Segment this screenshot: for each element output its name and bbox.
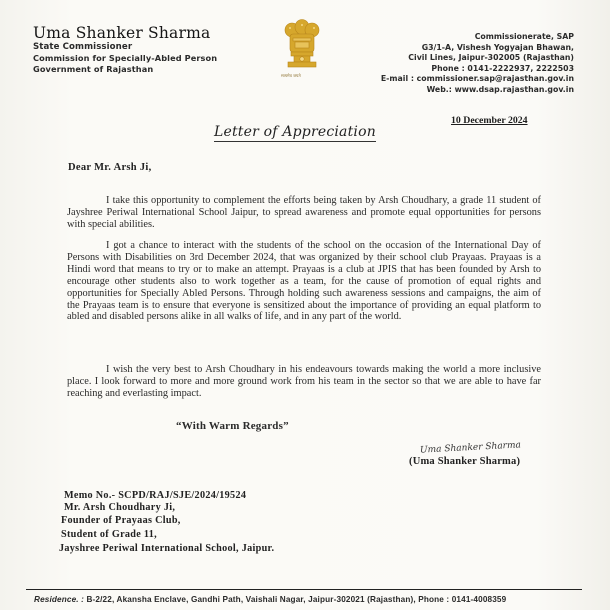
paragraph-text: I wish the very best to Arsh Choudhary in his endeavours towards making the world a more inclusive place. I look forward to more and more ground work from his team in the sector so that we are able to have far reaching and everlasting impact. (67, 364, 541, 399)
recipient-name: Mr. Arsh Choudhary Ji, (64, 502, 176, 513)
state-emblem-icon (279, 18, 325, 80)
paragraph-text: I got a chance to interact with the students of the school on the occasion of the International Day of Persons with Disabilities on 3rd December 2024, that was organized by their school club Prayaas. Prayaas is a Hindi word that means to try or to make an attempt. Prayaas is a club at JPIS that has been founded by Arsh to encourage other students also to work together as a team, for the cause of promotion of equal rights and opportunities for Specially Abled Persons. Through holding such awareness sessions and campaigns, the aim of the Prayaas team is to ensure that everyone is sensitized about the importance of providing an equal platform to abled and disabled persons alike in all walks of life, and in any part of the world. (67, 240, 541, 323)
body-paragraph-3 (67, 364, 541, 400)
handwritten-signature: Uma Shanker Sharma (419, 440, 522, 456)
office-block (381, 32, 574, 96)
body-paragraph-2 (67, 240, 541, 323)
office-address-1: G3/1-A, Vishesh Yogyajan Bhawan, (421, 42, 574, 52)
body-paragraph-1 (67, 195, 541, 231)
sender-block (33, 25, 217, 75)
recipient-role: Founder of Prayaas Club, (61, 515, 181, 526)
recipient-grade: Student of Grade 11, (61, 529, 157, 541)
sender-designation: State Commissioner (33, 42, 133, 52)
footer-label: Residence. : (34, 595, 85, 604)
office-web: Web.: www.dsap.rajasthan.gov.in (426, 84, 574, 94)
letter-title: Letter of Appreciation (214, 124, 376, 140)
emblem-motto: सत्यमेव जयते (281, 73, 301, 78)
paragraph-text: I take this opportunity to complement the efforts being taken by Arsh Choudhary, a grade 11 student of Jayshree Periwal International School Jaipur, to spread awareness and promote equal opportunities for persons with special abilities. (67, 195, 541, 230)
memo-number: Memo No.- SCPD/RAJ/SJE/2024/19524 (64, 490, 247, 501)
sender-commission: Commission for Specially-Abled Person (33, 53, 218, 63)
letter-date: 10 December 2024 (451, 115, 528, 126)
footer-residence (34, 595, 506, 604)
signatory-name: (Uma Shanker Sharma) (409, 456, 521, 467)
closing: “With Warm Regards” (176, 420, 289, 432)
office-phone: Phone : 0141-2222937, 2222503 (431, 63, 574, 73)
footer-address: B-2/22, Akansha Enclave, Gandhi Path, Vaishali Nagar, Jaipur-302021 (Rajasthan), Phone : 0141-4008359 (86, 595, 507, 604)
salutation: Dear Mr. Arsh Ji, (68, 162, 152, 173)
recipient-school: Jayshree Periwal International School, Jaipur. (59, 543, 275, 555)
office-email: E-mail : commissioner.sap@rajasthan.gov.in (380, 74, 574, 84)
office-address-2: Civil Lines, Jaipur-302005 (Rajasthan) (408, 53, 574, 63)
footer-divider (26, 589, 582, 590)
sender-government: Government of Rajasthan (33, 64, 154, 74)
memo-block (59, 490, 274, 556)
sender-name: Uma Shanker Sharma (33, 24, 211, 42)
office-name: Commissionerate, SAP (474, 32, 574, 41)
